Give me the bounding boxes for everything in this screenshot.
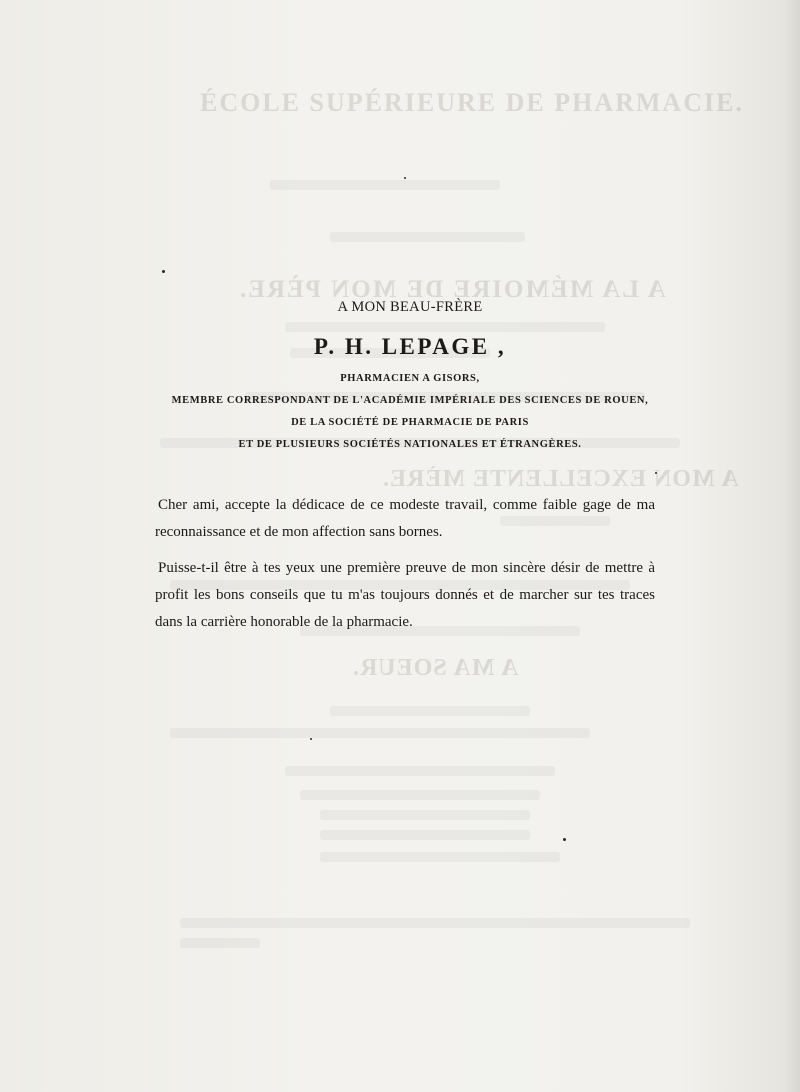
show-through-soeur-heading: A MA SOEUR. [352, 655, 519, 681]
show-through-line [170, 728, 590, 738]
show-through-line [285, 766, 555, 776]
show-through-line [270, 180, 500, 190]
dedicatee-title-line: DE LA SOCIÉTÉ DE PHARMACIE DE PARIS [291, 417, 529, 428]
dedicatee-title-line: PHARMACIEN A GISORS, [340, 373, 480, 384]
body-paragraph: Puisse-t-il être à tes yeux une première preuve de mon sincère désir de mettre à profit les bons conseils que tu m'as toujours donnés et de marcher sur tes traces dans la carrière honorable de la pharmacie. [155, 560, 655, 630]
dedication-block [140, 296, 680, 456]
show-through-line [320, 852, 560, 862]
paper-speck [162, 270, 165, 273]
show-through-line [180, 938, 260, 948]
show-through-mother-heading: A MON EXCELLENTE MÈRE. [382, 466, 739, 492]
show-through-line [330, 706, 530, 716]
show-through-line [320, 810, 530, 820]
page-gutter-shadow [782, 0, 800, 1092]
show-through-memoire-heading: A LA MÉMOIRE DE MON PÈRE. [238, 276, 666, 303]
show-through-school-heading: ÉCOLE SUPÉRIEURE DE PHARMACIE. [200, 88, 744, 117]
dedication-body [155, 492, 655, 645]
body-paragraph: Cher ami, accepte la dédicace de ce modeste travail, comme faible gage de ma reconnaissance et de mon affection sans bornes. [155, 497, 655, 540]
paper-speck [655, 472, 657, 474]
show-through-line [330, 232, 525, 242]
dedicatee-name: P. H. LEPAGE , [313, 334, 507, 359]
show-through-line [180, 918, 690, 928]
dedication-to-line: A MON BEAU-FRÈRE [337, 299, 483, 315]
paper-speck [310, 738, 312, 740]
dedicatee-title-line: ET DE PLUSIEURS SOCIÉTÉS NATIONALES ET ÉTRANGÈRES. [238, 439, 582, 450]
show-through-line [320, 830, 530, 840]
paper-speck [404, 177, 406, 179]
dedicatee-title-line: MEMBRE CORRESPONDANT DE L'ACADÉMIE IMPÉRIALE DES SCIENCES DE ROUEN, [171, 395, 649, 406]
show-through-line [300, 790, 540, 800]
paper-speck [563, 838, 566, 841]
